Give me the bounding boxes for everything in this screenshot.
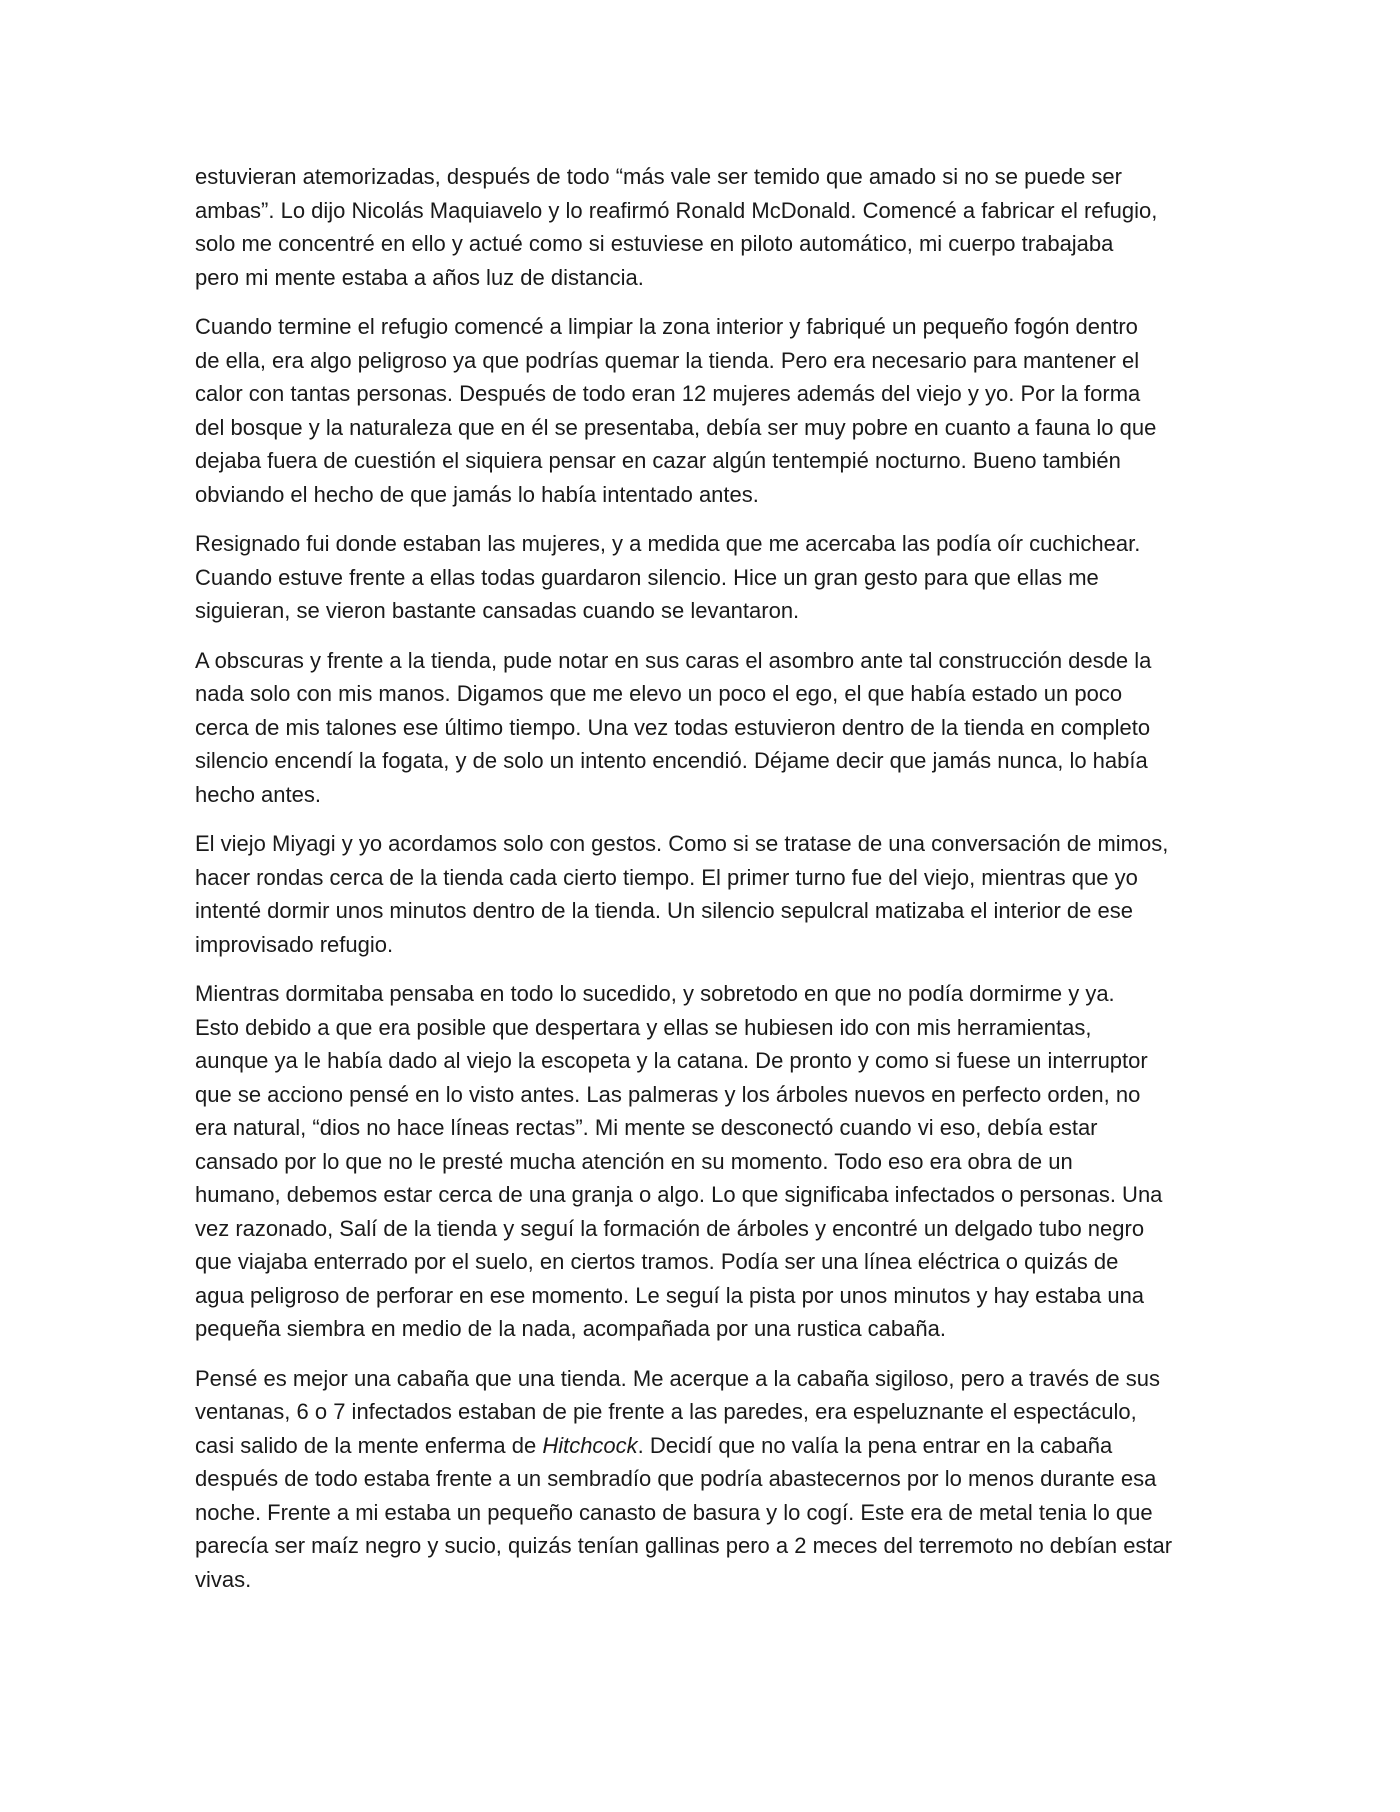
- document-page: [195, 160, 1210, 1612]
- paragraph-5: El viejo Miyagi y yo acordamos solo con gestos. Como si se tratase de una conversación de mimos, hacer rondas cerca de la tienda cada cierto tiempo. El primer turno fue del viejo, mientras que yo intenté dormir unos minutos dentro de la tienda. Un silencio sepulcral matizaba el interior de ese improvisado refugio.: [195, 831, 1169, 957]
- paragraph-1: estuvieran atemorizadas, después de todo “más vale ser temido que amado si no se puede ser ambas”. Lo dijo Nicolás Maquiavelo y lo reafirmó Ronald McDonald. Comencé a fabricar el refugio, solo me concentré en ello y actué como si estuviese en piloto automático, mi cuerpo trabajaba pero mi mente estaba a años luz de distancia.: [195, 164, 1158, 290]
- paragraph-7: [195, 1362, 1210, 1597]
- paragraph-7-text-end: . Decidí que no valía la pena entrar en la cabaña después de todo estaba frente a un sembradío que podría abastecernos por lo menos durante esa noche. Frente a mi estaba un pequeño canasto de basura y lo cogí. Este era de metal tenia lo que parecía ser maíz negro y sucio, quizás tenían gallinas pero a 2 meces del terremoto no debían estar vivas.: [195, 1432, 1173, 1592]
- paragraph-3: Resignado fui donde estaban las mujeres, y a medida que me acercaba las podía oír cuchichear. Cuando estuve frente a ellas todas guardaron silencio. Hice un gran gesto para que ellas me siguieran, se vieron bastante cansadas cuando se levantaron.: [195, 531, 1141, 623]
- paragraph-6: Mientras dormitaba pensaba en todo lo sucedido, y sobretodo en que no podía dormirme y ya. Esto debido a que era posible que despertara y ellas se hubiesen ido con mis herramientas, aunque ya le había dado al viejo la escopeta y la catana. De pronto y como si fuese un interruptor que se acciono pensé en lo visto antes. Las palmeras y los árboles nuevos en perfecto orden, no era natural, “dios no hace líneas rectas”. Mi mente se desconectó cuando vi eso, debía estar cansado por lo que no le presté mucha atención en su momento. Todo eso era obra de un humano, debemos estar cerca de una granja o algo. Lo que significaba infectados o personas. Una vez razonado, Salí de la tienda y seguí la formación de árboles y encontré un delgado tubo negro que viajaba enterrado por el suelo, en ciertos tramos. Podía ser una línea eléctrica o quizás de agua peligroso de perforar en ese momento. Le seguí la pista por unos minutos y hay estaba una pequeña siembra en medio de la nada, acompañada por una rustica cabaña.: [195, 981, 1163, 1341]
- italic-name-hitchcock: Hitchcock: [542, 1432, 638, 1458]
- paragraph-2: Cuando termine el refugio comencé a limpiar la zona interior y fabriqué un pequeño fogón dentro de ella, era algo peligroso ya que podrías quemar la tienda. Pero era necesario para mantener el calor con tantas personas. Después de todo eran 12 mujeres además del viejo y yo. Por la forma del bosque y la naturaleza que en él se presentaba, debía ser muy pobre en cuanto a fauna lo que dejaba fuera de cuestión el siquiera pensar en cazar algún tentempié nocturno. Bueno también obviando el hecho de que jamás lo había intentado antes.: [195, 314, 1157, 507]
- paragraph-7-text-start: Pensé es mejor una cabaña que una tienda. Me acerque a la cabaña sigiloso, pero a través de sus ventanas, 6 o 7 infectados estaban de pie frente a las paredes, era espeluznante el espectáculo, casi salido de la mente enferma de: [195, 1365, 1160, 1458]
- paragraph-4: A obscuras y frente a la tienda, pude notar en sus caras el asombro ante tal construcción desde la nada solo con mis manos. Digamos que me elevo un poco el ego, el que había estado un poco cerca de mis talones ese último tiempo. Una vez todas estuvieron dentro de la tienda en completo silencio encendí la fogata, y de solo un intento encendió. Déjame decir que jamás nunca, lo había hecho antes.: [195, 647, 1152, 807]
